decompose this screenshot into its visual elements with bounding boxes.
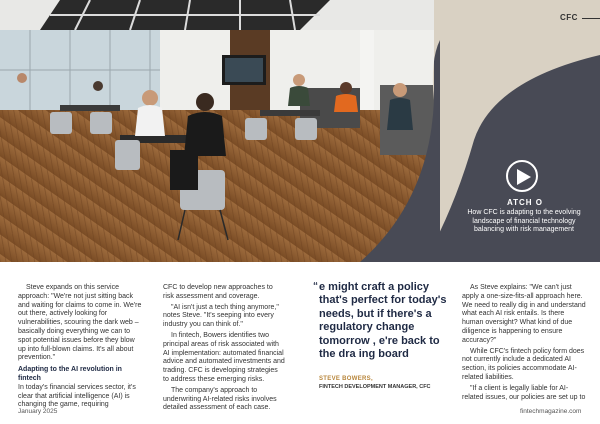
section-divider: [582, 18, 600, 19]
section-tag: CFC: [560, 13, 578, 22]
quote-attribution-title: FINTECH DEVELOPMENT MANAGER, CFC: [319, 384, 431, 390]
col1-paragraph-1: Steve expands on this service approach: "We're not just sitting back and waiting for claims to come in. We're out there, actively looking for vulnerabilities, scouring the dark web – basically doing everything we can to spot potential issues before they blow up into full-blown claims. It's all about prevention.": [18, 284, 142, 362]
section-heading: Adapting to the AI revolution in fintech: [18, 366, 122, 382]
col4-paragraph-2: While CFC's fintech policy form does not currently include a dedicated AI section, its policies accommodate AI-related liabilities.: [462, 347, 585, 381]
col2-paragraph-2: "AI isn't just a tech thing anymore," notes Steve. "It's seeping into every industry you can think of.": [163, 303, 279, 329]
watch-now-label[interactable]: ATCH O: [506, 198, 544, 207]
footer-site-link[interactable]: fintechmagazine.com: [520, 408, 582, 415]
col2-paragraph-3: In fintech, Bowers identifies two principal areas of risk associated with AI implementation: automated financial advice and automated investments and trading. CFC is developing strategies to address these emerging risks.: [163, 331, 285, 383]
col2-paragraph-1: CFC to develop new approaches to risk assessment and coverage.: [163, 284, 273, 300]
col4-paragraph-3: "If a client is legally liable for AI-related issues, our policies are set up to: [462, 384, 586, 401]
play-icon: [517, 169, 531, 185]
pull-quote: e might craft a policy that's perfect for today's needs, but if there's a regulatory change tomorrow , e're back to the dra ing board: [319, 281, 447, 361]
col2-paragraph-4: The company's approach to underwriting AI-related risks involves detailed assessment of each case.: [163, 386, 277, 412]
video-caption: How CFC is adapting to the evolving landscape of financial technology balancing with risk management: [467, 209, 581, 233]
article-column-1: [18, 284, 142, 412]
article-column-2: [163, 284, 285, 415]
play-video-button[interactable]: [506, 160, 538, 192]
quote-attribution-name: STEVE BOWERS,: [319, 376, 373, 382]
quote-mark: “: [313, 281, 318, 292]
col1-paragraph-2: In today's financial services sector, it's clear that artificial intelligence (AI) is changing the game, requiring: [18, 383, 136, 409]
col4-paragraph-1: As Steve explains: "We can't just apply a one-size-fits-all approach here. We need to really dig in and understand what each AI risk entails. Is there human oversight? What kind of due diligence is happening to ensure accuracy?": [462, 284, 586, 344]
article-column-4: [462, 284, 586, 404]
footer-date: January 2025: [18, 408, 58, 415]
